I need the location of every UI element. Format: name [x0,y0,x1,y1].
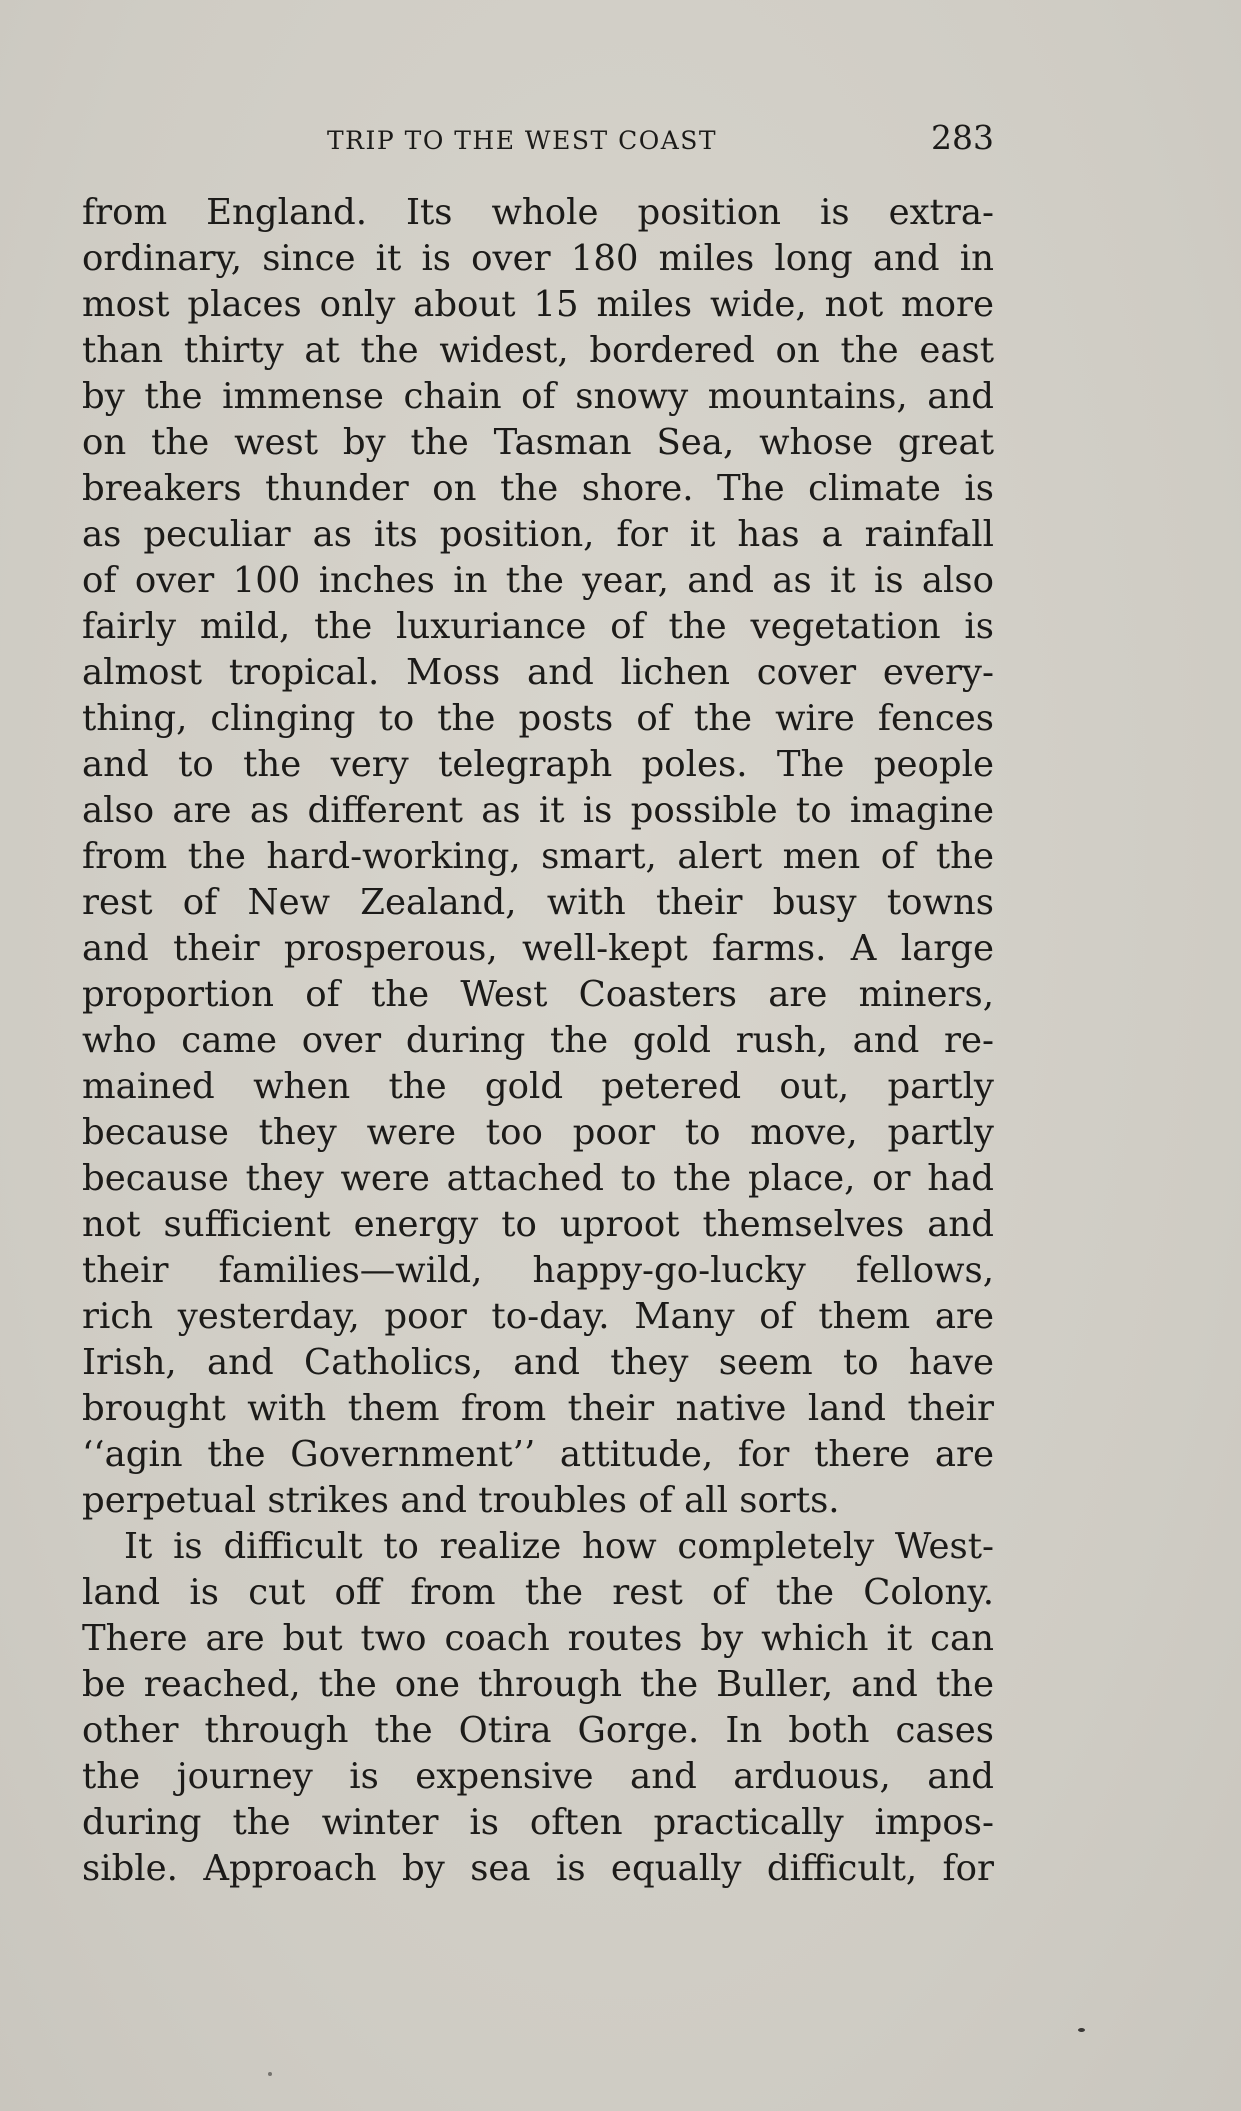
text-line: proportion of the West Coasters are miners, [82,974,994,1015]
text-line: brought with them from their native land their [82,1388,994,1429]
text-line: be reached, the one through the Buller, and the [82,1664,994,1705]
text-line: ordinary, since it is over 180 miles long and in [82,238,994,279]
text-line: their families—wild, happy-go-lucky fellows, [82,1250,994,1291]
running-head [82,118,994,158]
text-line: the journey is expensive and arduous, and [82,1756,994,1797]
text-line: during the winter is often practically impos- [82,1802,994,1843]
text-line: other through the Otira Gorge. In both cases [82,1710,994,1751]
text-line: from England. Its whole position is extra- [82,192,994,233]
text-line: Irish, and Catholics, and they seem to have [82,1342,994,1383]
text-line: and to the very telegraph poles. The people [82,744,994,785]
text-line: not sufficient energy to uproot themselves and [82,1204,994,1245]
text-line: ‘‘agin the Government’’ attitude, for there are [82,1434,994,1475]
page-number: 283 [931,118,994,157]
text-line: because they were too poor to move, partly [82,1112,994,1153]
text-line: land is cut off from the rest of the Colony. [82,1572,994,1613]
text-line: rich yesterday, poor to-day. Many of them are [82,1296,994,1337]
text-line: rest of New Zealand, with their busy towns [82,882,994,923]
text-line: because they were attached to the place, or had [82,1158,994,1199]
text-line: most places only about 15 miles wide, not more [82,284,994,325]
text-line: There are but two coach routes by which it can [82,1618,994,1659]
text-line: by the immense chain of snowy mountains, and [82,376,994,417]
body-text [82,190,994,1892]
paper-speck [268,2072,272,2076]
text-line: of over 100 inches in the year, and as it is also [82,560,994,601]
text-line: and their prosperous, well-kept farms. A large [82,928,994,969]
text-line: fairly mild, the luxuriance of the vegetation is [82,606,994,647]
text-line: breakers thunder on the shore. The climate is [82,468,994,509]
text-line: almost tropical. Moss and lichen cover every- [82,652,994,693]
text-line: mained when the gold petered out, partly [82,1066,994,1107]
text-line: who came over during the gold rush, and re- [82,1020,994,1061]
paper-speck [1078,2028,1085,2032]
text-line: from the hard-working, smart, alert men of the [82,836,994,877]
text-line: It is difficult to realize how completely West- [124,1526,994,1567]
text-line: perpetual strikes and troubles of all sorts. [82,1480,840,1521]
text-line: on the west by the Tasman Sea, whose great [82,422,994,463]
text-line: sible. Approach by sea is equally difficult, for [82,1848,994,1889]
text-line: thing, clinging to the posts of the wire fences [82,698,994,739]
text-line: than thirty at the widest, bordered on the east [82,330,994,371]
running-title: TRIP TO THE WEST COAST [327,126,718,155]
text-line: also are as different as it is possible to imagine [82,790,994,831]
text-line: as peculiar as its position, for it has a rainfall [82,514,994,555]
